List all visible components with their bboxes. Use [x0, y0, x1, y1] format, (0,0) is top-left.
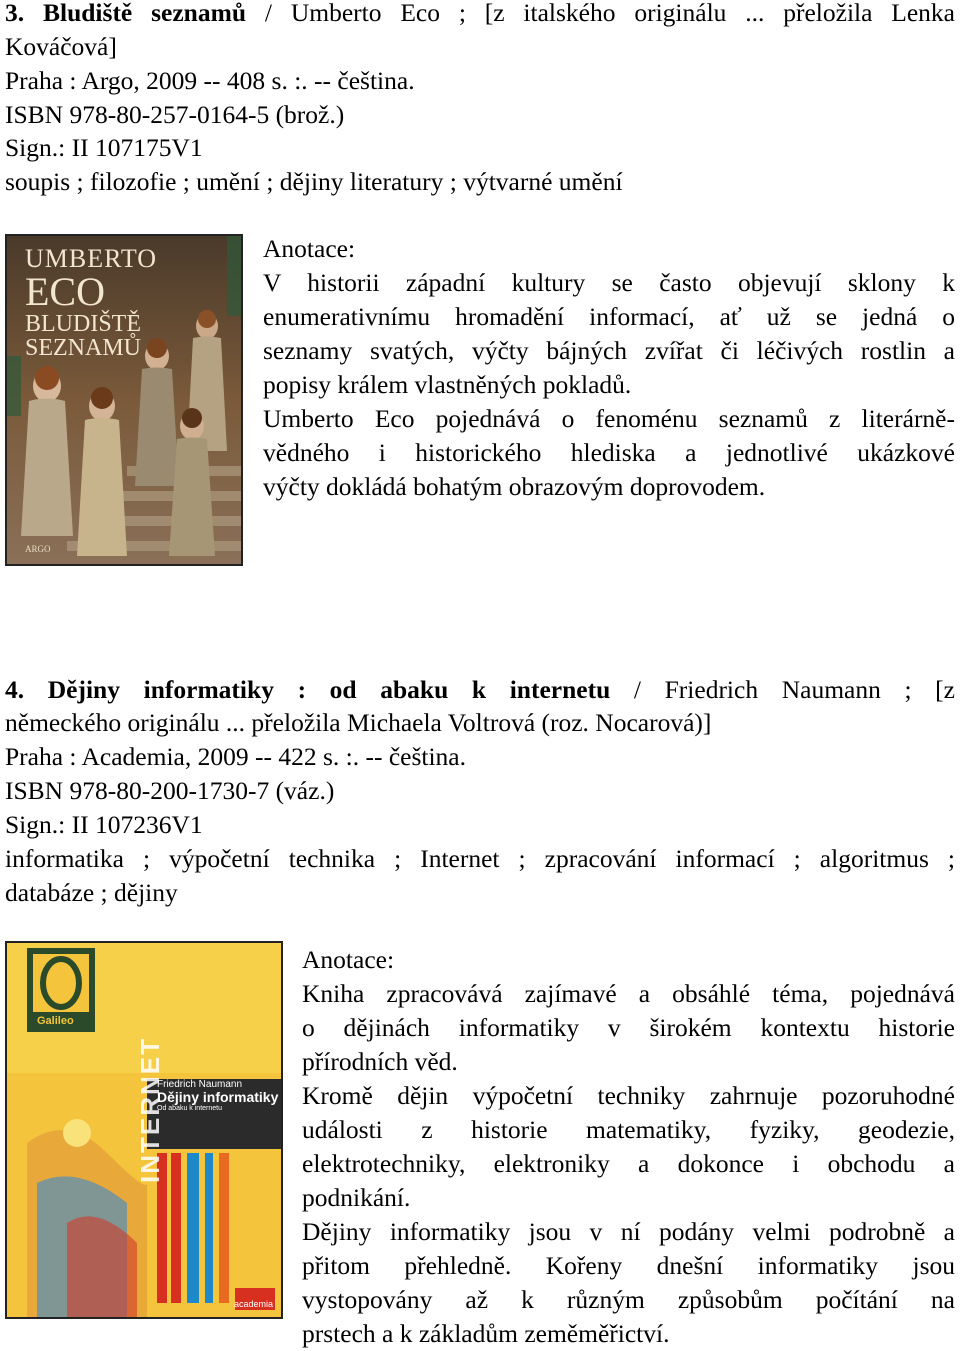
entry4-subjects-2: databáze ; dějiny — [5, 878, 178, 907]
entry4-book-cover — [5, 941, 283, 1319]
entry4-translator: německého originálu ... přeložila Michaela Voltrová (roz. Nocarová)] — [5, 708, 712, 737]
annotation-line: prstech a k základům zeměměřictví. — [302, 1319, 670, 1348]
entry4-annotation-label: Anotace: — [302, 945, 395, 974]
entry4-cover-author: Friedrich Naumann — [157, 1079, 243, 1090]
annotation-line: o dějinách informatiky v širokém kontextu historie — [302, 1013, 955, 1042]
annotation-line: podnikání. — [302, 1183, 411, 1212]
entry3-cover-title-2: SEZNAMŮ — [25, 335, 142, 361]
entry3-responsibility: / Umberto Eco ; [z italského originálu ... přeložila Lenka — [246, 0, 955, 27]
annotation-line: Kromě dějin výpočetní techniky zahrnuje pozoruhodné — [302, 1081, 955, 1110]
entry4-annotation — [302, 943, 955, 1351]
entry4-cover-publisher: academia — [233, 1299, 273, 1309]
annotation-line: vystopovány až k různým způsobům počítání na — [302, 1285, 955, 1314]
annotation-line: popisy králem vlastněných pokladů. — [263, 370, 632, 399]
annotation-line: seznamy svatých, výčty bájných zvířat či léčivých rostlin a — [263, 336, 955, 365]
entry3-publisher: Praha : Argo, 2009 -- 408 s. :. -- čeština. — [5, 66, 415, 95]
annotation-line: přitom přehledně. Kořeny dnešní informatiky jsou — [302, 1251, 955, 1280]
entry4-title-line — [5, 673, 955, 707]
entry4-isbn: ISBN 978-80-200-1730-7 (váz.) — [5, 776, 335, 805]
annotation-line: vědného i historického hlediska a jednotlivé ukázkové — [263, 438, 955, 467]
entry4-cover-logo: Galileo — [37, 1015, 74, 1027]
annotation-line: elektrotechniky, elektroniky a dokonce i obchodu a — [302, 1149, 955, 1178]
entry4-cover-subtitle: Od abaku k internetu — [157, 1105, 222, 1113]
entry3-title: 3. Bludiště seznamů — [5, 0, 247, 27]
entry4-title: 4. Dějiny informatiky : od abaku k internetu — [5, 675, 611, 704]
entry3-book-cover — [5, 234, 243, 566]
entry3-cover-publisher: ARGO — [25, 544, 51, 554]
entry3-title-line — [5, 0, 955, 30]
entry3-annotation-label: Anotace: — [263, 234, 356, 263]
entry3-annotation — [263, 232, 955, 504]
entry3-cover-author-first: UMBERTO — [25, 244, 158, 273]
entry4-responsibility: / Friedrich Naumann ; [z — [610, 675, 955, 704]
entry4-publisher: Praha : Academia, 2009 -- 422 s. :. -- čeština. — [5, 742, 466, 771]
annotation-line: Umberto Eco pojednává o fenoménu seznamů z literárně- — [263, 404, 955, 433]
annotation-line: Dějiny informatiky jsou v ní podány velmi podrobně a — [302, 1217, 955, 1246]
annotation-line: V historii západní kultury se často objevují sklony k — [263, 268, 955, 297]
annotation-line: Kniha zpracovává zajímavé a obsáhlé téma, pojednává — [302, 979, 955, 1008]
entry3-subjects: soupis ; filozofie ; umění ; dějiny literatury ; výtvarné umění — [5, 167, 623, 196]
annotation-line: přírodních věd. — [302, 1047, 458, 1076]
entry3-cover-title-1: BLUDIŠTĚ — [25, 311, 141, 337]
entry3-signature: Sign.: II 107175V1 — [5, 133, 203, 162]
entry4-signature: Sign.: II 107236V1 — [5, 810, 203, 839]
entry3-translator: Kováčová] — [5, 32, 117, 61]
entry3-isbn: ISBN 978-80-257-0164-5 (brož.) — [5, 100, 345, 129]
entry3-cover-author-last: ECO — [25, 269, 105, 314]
annotation-line: výčty dokládá bohatým obrazovým doprovodem. — [263, 472, 766, 501]
annotation-line: události z historie matematiky, fyziky, geodezie, — [302, 1115, 955, 1144]
annotation-line: enumerativnímu hromadění informací, ať už se jedná o — [263, 302, 955, 331]
entry4-subjects-1: informatika ; výpočetní technika ; Internet ; zpracování informací ; algoritmus ; — [5, 844, 955, 873]
entry4-cover-title: Dějiny informatiky — [157, 1089, 279, 1105]
entry4-cover-spine-word: INTERNET — [135, 1037, 165, 1183]
